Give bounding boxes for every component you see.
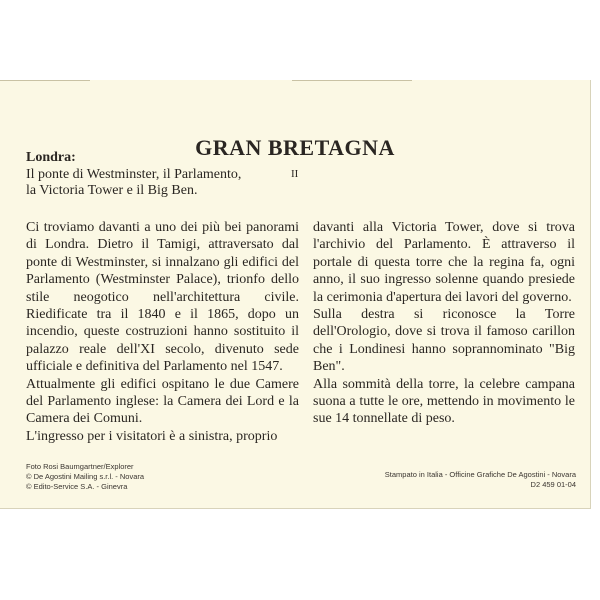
card-edge-mark bbox=[0, 80, 90, 81]
subject-line: la Victoria Tower e il Big Ben. bbox=[26, 183, 198, 198]
right-paragraph: Alla sommità della torre, la celebre campana suona a tutte le ore, mettendo in movimento le sue 14 tonnellate di peso. bbox=[313, 376, 575, 427]
photo-credits bbox=[26, 462, 144, 492]
subject-label: Londra: bbox=[26, 150, 76, 165]
credit-line: © Edito-Service S.A. - Ginevra bbox=[26, 482, 128, 491]
printer-line: Stampato in Italia - Officine Grafiche De Agostini - Novara bbox=[384, 470, 576, 479]
credit-line: © De Agostini Mailing s.r.l. - Novara bbox=[26, 472, 145, 481]
info-card bbox=[0, 80, 591, 509]
printer-code: D2 459 01-04 bbox=[530, 480, 576, 489]
card-numeral: II bbox=[291, 168, 299, 180]
left-paragraph: Attualmente gli edifici ospitano le due Camere del Parlamento inglese: la Camera dei Lord e la Camera dei Comuni. bbox=[26, 376, 299, 427]
left-column bbox=[26, 219, 299, 445]
printer-info bbox=[385, 470, 576, 490]
left-paragraph: Ci troviamo davanti a uno dei più bei panorami di Londra. Dietro il Tamigi, attraversato dal ponte di Westminster, si innalzano gli edifici del Parlamento (Westminster Palace), trionfo dello stile neogotico nell'architettura civile. Riedificate tra il 1840 e il 1865, dopo un incendio, queste costruzioni hanno sostituito il palazzo reale dell'XI secolo, divenuto sede ufficiale e definitiva del Parlamento nel 1547. bbox=[26, 220, 299, 375]
card-edge-mark bbox=[292, 80, 412, 81]
right-paragraph: Sulla destra si riconosce la Torre dell'Orologio, dove si trova il famoso carillon che i Londinesi hanno soprannominato "Big Ben". bbox=[313, 307, 575, 375]
right-column bbox=[313, 219, 575, 428]
right-paragraph: davanti alla Victoria Tower, dove si trova l'archivio del Parlamento. È attraverso il portale di questa torre che la regina fa, ogni anno, il suo ingresso solenne quando presiede la cerimonia d'apertura dei lavori del governo. bbox=[313, 220, 575, 305]
subject-line: Il ponte di Westminster, il Parlamento, bbox=[26, 167, 242, 182]
subject-description bbox=[26, 167, 299, 199]
card-title: GRAN BRETAGNA bbox=[195, 135, 395, 160]
credit-line: Foto Rosi Baumgartner/Explorer bbox=[26, 462, 134, 471]
left-paragraph: L'ingresso per i visitatori è a sinistra, proprio bbox=[26, 428, 278, 444]
